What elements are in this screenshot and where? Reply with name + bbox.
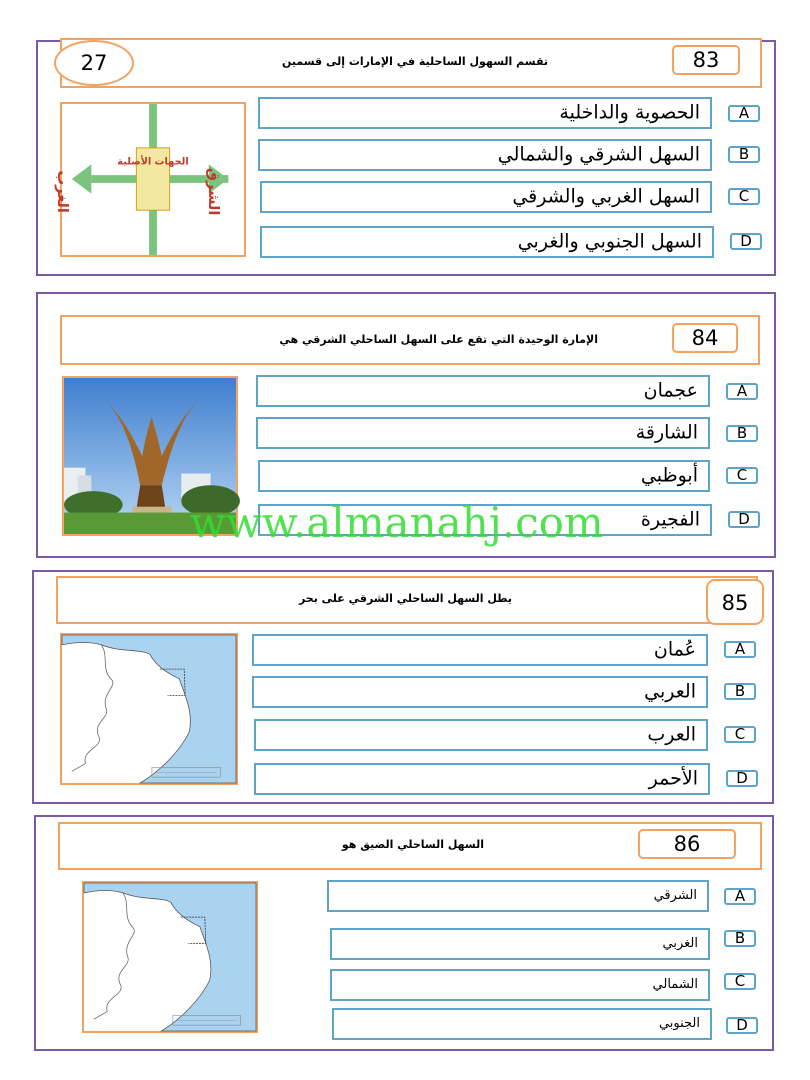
uae-map-image-85	[60, 633, 238, 785]
option-84-c[interactable]: C	[726, 467, 758, 484]
option-83-d[interactable]: D	[730, 233, 762, 250]
option-86-c[interactable]: C	[724, 973, 756, 990]
answer-84-c-text: أبوظبي	[640, 464, 698, 487]
answer-85-c-text: العرب	[647, 723, 696, 746]
option-84-a[interactable]: A	[726, 383, 758, 400]
question-number-85: 85	[706, 579, 764, 625]
option-86-b[interactable]: B	[724, 930, 756, 947]
directions-image-west-label: الغرب	[54, 170, 72, 213]
option-86-d[interactable]: D	[726, 1017, 758, 1034]
answer-85-b-text: العربي	[644, 680, 696, 703]
option-84-d[interactable]: D	[728, 511, 760, 528]
answer-84-b[interactable]	[256, 417, 710, 449]
answer-85-d[interactable]	[254, 763, 710, 795]
question-number-83: 83	[672, 45, 740, 75]
answer-84-c[interactable]	[258, 460, 710, 492]
watermark: www.almanahj.com	[190, 498, 604, 547]
answer-83-c[interactable]	[260, 181, 712, 213]
page-number-badge: 27	[54, 40, 134, 86]
answer-83-d-text: السهل الجنوبي والغربي	[517, 230, 702, 253]
answer-83-b[interactable]	[258, 139, 712, 171]
answer-83-a-text: الحصوية والداخلية	[559, 101, 700, 124]
directions-image-east-label: الشرق	[204, 167, 222, 216]
answer-85-a-text: عُمان	[653, 638, 696, 661]
question-text-84: الإمارة الوحيدة التي تقع على السهل الساحلي الشرقي هي	[279, 333, 598, 346]
uae-map-image-86	[82, 881, 258, 1033]
answer-86-b-text: الغربي	[662, 936, 698, 952]
answer-83-c-text: السهل الغربي والشرقي	[512, 185, 700, 208]
question-text-83: تقسم السهول الساحلية في الإمارات إلى قسمين	[281, 55, 548, 68]
option-85-c[interactable]: C	[724, 726, 756, 743]
answer-86-c-text: الشمالي	[652, 977, 698, 993]
option-84-b[interactable]: B	[726, 425, 758, 442]
answer-86-d[interactable]	[332, 1008, 712, 1040]
option-85-b[interactable]: B	[724, 683, 756, 700]
question-number-84: 84	[672, 323, 738, 353]
answer-84-d-text: الفجيرة	[640, 508, 700, 531]
answer-84-a-text: عجمان	[643, 379, 698, 402]
option-86-a[interactable]: A	[724, 888, 756, 905]
answer-85-a[interactable]	[252, 634, 708, 666]
answer-85-c[interactable]	[254, 719, 708, 751]
answer-85-b[interactable]	[252, 676, 708, 708]
directions-image-top-label: الجهات الأصلية	[117, 156, 189, 168]
answer-83-a[interactable]	[258, 97, 712, 129]
answer-86-c[interactable]	[330, 969, 710, 1001]
answer-85-d-text: الأحمر	[648, 767, 698, 790]
option-83-b[interactable]: B	[728, 146, 760, 163]
answer-86-b[interactable]	[330, 928, 710, 960]
answer-84-b-text: الشارقة	[635, 421, 698, 444]
answer-83-b-text: السهل الشرقي والشمالي	[497, 143, 700, 166]
answer-86-d-text: الجنوبي	[658, 1016, 700, 1032]
question-number-86: 86	[638, 829, 736, 859]
answer-84-a[interactable]	[256, 375, 710, 407]
option-83-c[interactable]: C	[728, 188, 760, 205]
answer-83-d[interactable]	[260, 226, 714, 258]
question-text-85: يطل السهل الساحلي الشرقي على بحر	[298, 592, 512, 605]
option-85-d[interactable]: D	[726, 770, 758, 787]
question-text-86: السهل الساحلي الضيق هو	[341, 838, 484, 851]
option-85-a[interactable]: A	[724, 641, 756, 658]
answer-86-a[interactable]	[327, 880, 709, 912]
option-83-a[interactable]: A	[728, 105, 760, 122]
answer-86-a-text: الشرقي	[653, 888, 697, 904]
directions-image	[54, 102, 246, 257]
